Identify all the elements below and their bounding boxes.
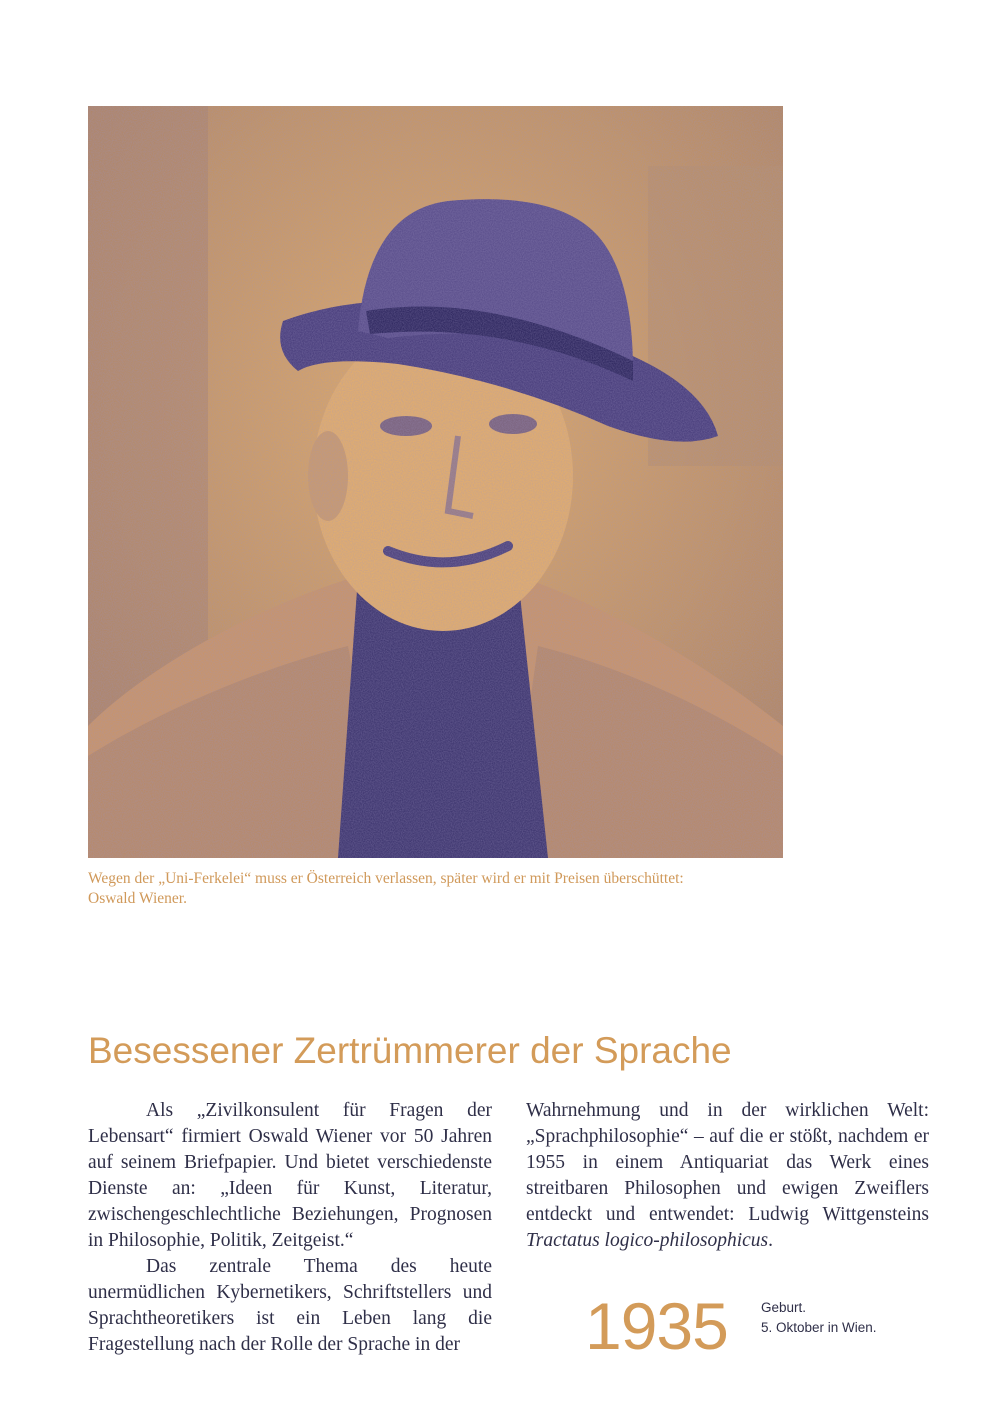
body-paragraph-3-end: . <box>768 1230 774 1251</box>
body-paragraph-3-text: Wahrnehmung und in der wirklichen Welt: „Sprachphilosophie“ – auf die er stößt, nachdem er 1955 in einem Antiquariat das Werk eines streitbaren Philosophen und ewigen Zweiflers entdeckt und entwendet: Ludwig Wittgensteins <box>526 1100 929 1225</box>
article-headline: Besessener Zertrümmerer der Sprache <box>88 1030 732 1071</box>
portrait-photo <box>88 106 783 858</box>
caption-line-2: Oswald Wiener. <box>88 890 187 907</box>
timeline-event-title: Geburt. <box>761 1300 807 1315</box>
body-column-2 <box>526 1098 929 1254</box>
photo-caption <box>88 869 808 909</box>
caption-line-1: Wegen der „Uni-Ferkelei“ muss er Österreich verlassen, später wird er mit Preisen überschüttet: <box>88 870 684 887</box>
portrait-illustration <box>88 106 783 858</box>
timeline-year: 1935 <box>585 1289 728 1363</box>
timeline-event-detail: 5. Oktober in Wien. <box>761 1320 877 1335</box>
body-paragraph-2: Das zentrale Thema des heute unermüdlichen Kybernetikers, Schriftstellers und Sprachtheoretikers ist ein Leben lang die Fragestellung nach der Rolle der Sprache in der <box>88 1256 492 1355</box>
body-paragraph-3 <box>526 1098 929 1254</box>
body-paragraph-1: Als „Zivilkonsulent für Fragen der Lebensart“ firmiert Oswald Wiener vor 50 Jahren auf seinem Briefpapier. Und bietet verschiedenste Dienste an: „Ideen für Kunst, Literatur, zwischengeschlechtliche Beziehungen, Prognosen in Philosophie, Politik, Zeitgeist.“ <box>88 1100 492 1251</box>
body-column-1 <box>88 1098 492 1358</box>
timeline-event <box>761 1298 877 1338</box>
book-title: Tractatus logico-philosophicus <box>526 1230 769 1251</box>
